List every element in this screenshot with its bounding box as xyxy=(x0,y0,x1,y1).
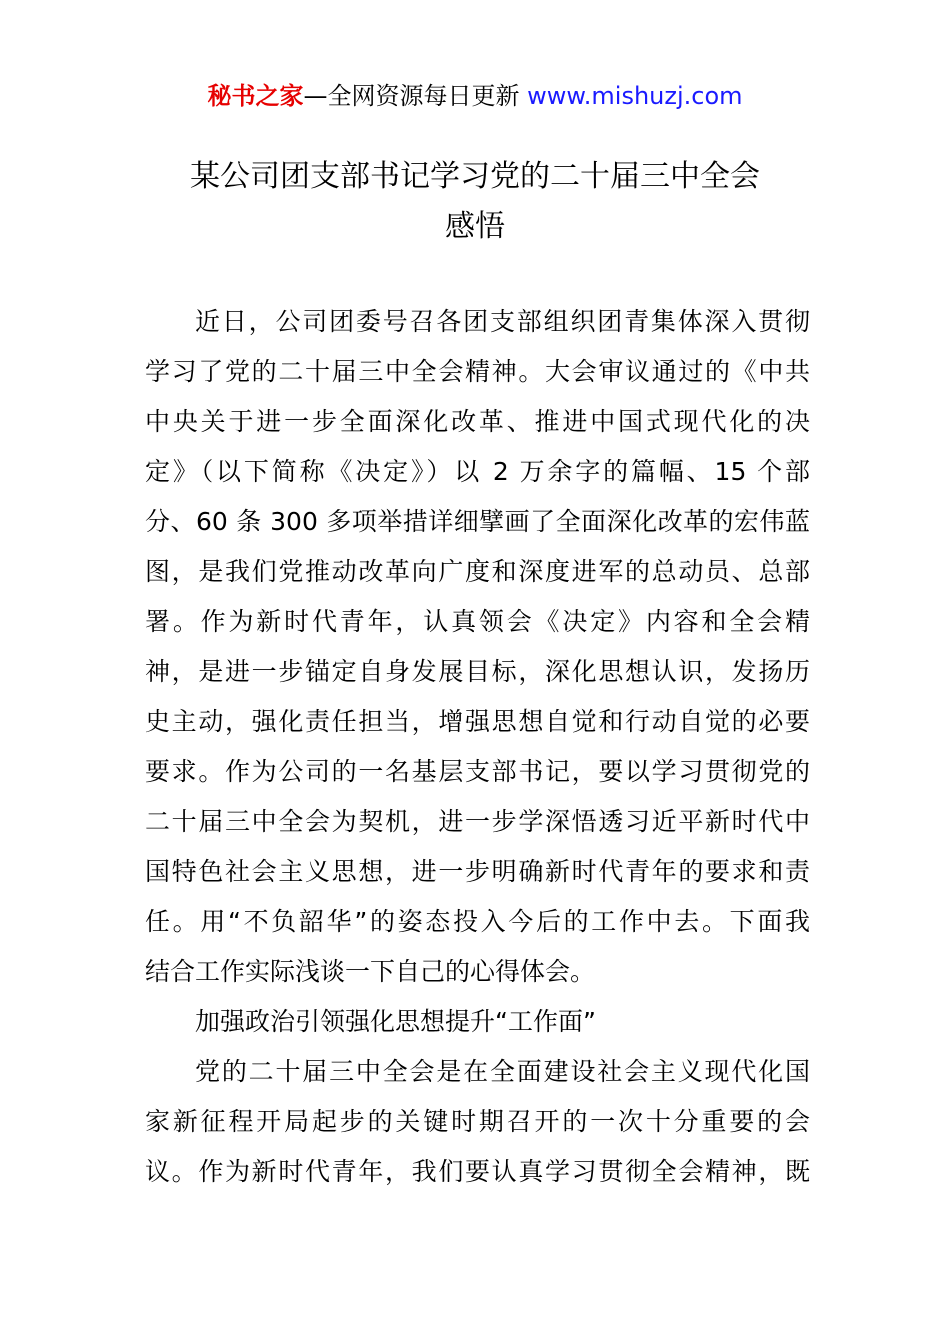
paragraph-line: 国特色社会主义思想，进一步明确新时代青年的要求和责 xyxy=(145,857,810,886)
brand-name: 秘书之家 xyxy=(207,82,304,110)
paragraph-line: 二十届三中全会为契机，进一步学深悟透习近平新时代中 xyxy=(145,807,810,836)
paragraph-line: 史主动，强化责任担当，增强思想自觉和行动自觉的必要 xyxy=(145,707,810,736)
paragraph-line: 神，是进一步锚定自身发展目标，深化思想认识，发扬历 xyxy=(145,657,810,686)
paragraph-line: 学习了党的二十届三中全会精神。大会审议通过的《中共 xyxy=(145,357,810,386)
paragraph-line: 近日，公司团委号召各团支部组织团青集体深入贯彻 xyxy=(195,307,810,336)
header-tagline: —全网资源每日更新 xyxy=(303,82,528,110)
paragraph-line: 图，是我们党推动改革向广度和深度进军的总动员、总部 xyxy=(145,557,810,586)
paragraph-line: 定》（以下简称《决定》）以 2 万余字的篇幅、15 个部 xyxy=(145,457,810,486)
site-header xyxy=(0,80,950,112)
title-line: 感悟 xyxy=(445,209,505,244)
paragraph-line: 署。作为新时代青年，认真领会《决定》内容和全会精 xyxy=(145,607,810,636)
paragraph-line: 分、60 条 300 多项举措详细擘画了全面深化改革的宏伟蓝 xyxy=(145,507,810,536)
paragraph-line: 中央关于进一步全面深化改革、推进中国式现代化的决 xyxy=(145,407,810,436)
paragraph-line: 要求。作为公司的一名基层支部书记，要以学习贯彻党的 xyxy=(145,757,810,786)
section-heading: 加强政治引领强化思想提升“工作面” xyxy=(195,1007,596,1036)
paragraph-line: 任。用“不负韶华”的姿态投入今后的工作中去。下面我 xyxy=(145,907,810,936)
paragraph-line: 家新征程开局起步的关键时期召开的一次十分重要的会 xyxy=(145,1107,810,1136)
document-title xyxy=(100,152,850,252)
paragraph-line: 党的二十届三中全会是在全面建设社会主义现代化国 xyxy=(195,1057,810,1086)
title-line: 某公司团支部书记学习党的二十届三中全会 xyxy=(190,159,760,194)
paragraph-line: 结合工作实际浅谈一下自己的心得体会。 xyxy=(145,957,596,986)
paragraph-line: 议。作为新时代青年，我们要认真学习贯彻全会精神，既 xyxy=(145,1157,810,1186)
site-url-link[interactable]: www.mishuzj.com xyxy=(527,82,743,110)
document-body xyxy=(145,297,810,1197)
